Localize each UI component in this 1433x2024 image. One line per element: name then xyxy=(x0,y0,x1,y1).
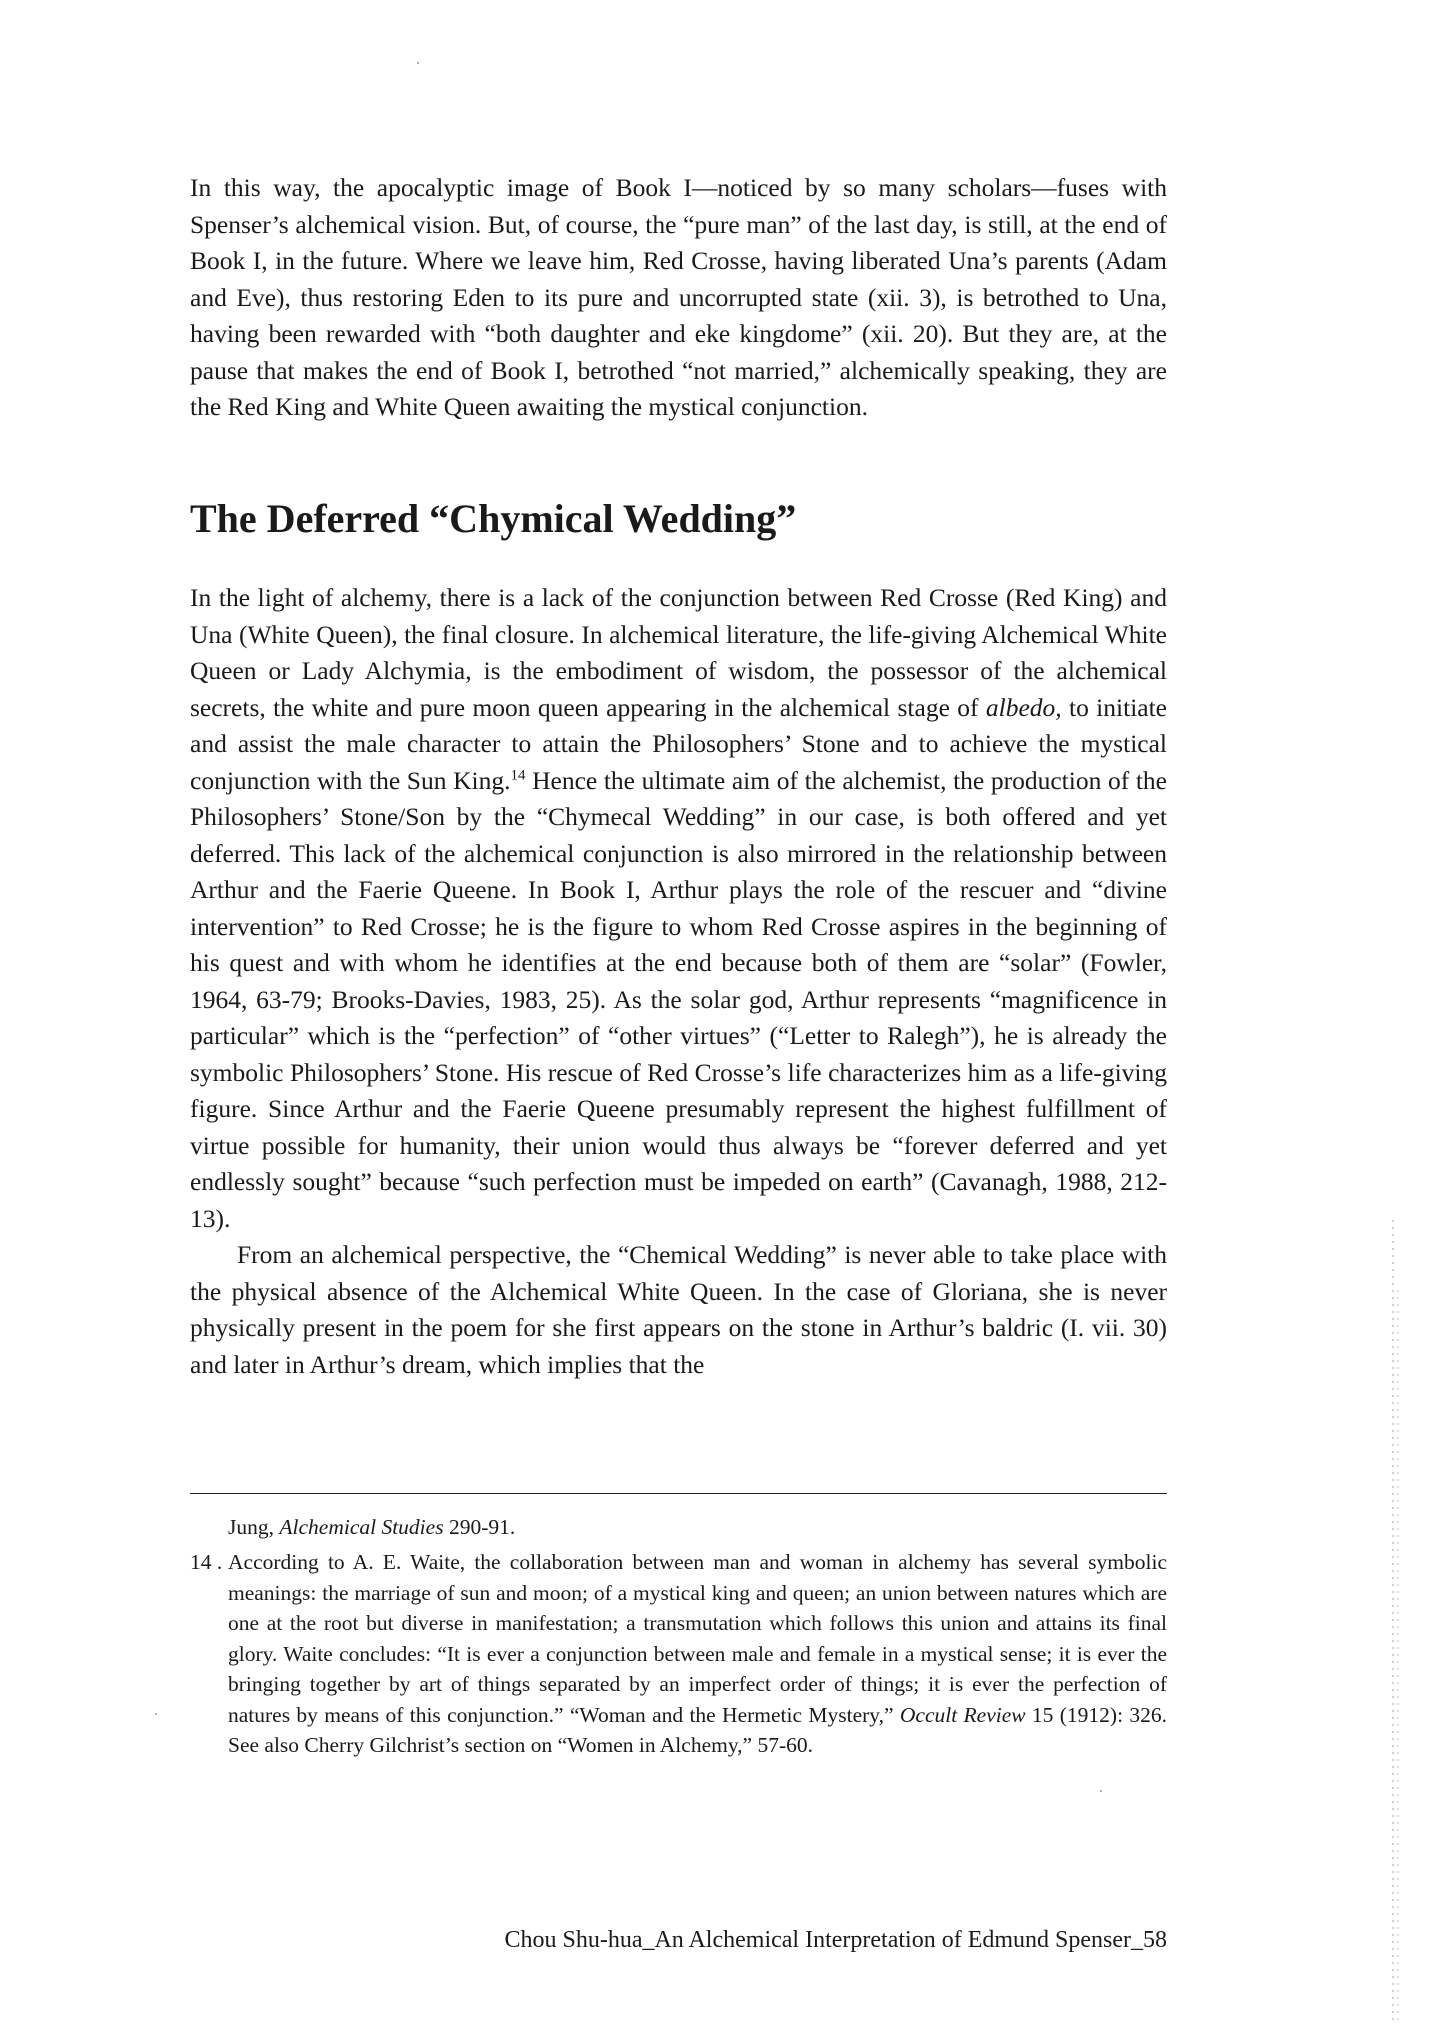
footnote-14 xyxy=(190,1547,1167,1761)
body-paragraph-3: From an alchemical perspective, the “Chemical Wedding” is never able to take place with the physical absence of the Alchemical White Queen. In the case of Gloriana, she is never physically present in the poem for she first appears on the stone in Arthur’s baldric (I. vii. 30) and later in Arthur’s dream, which implies that the xyxy=(190,1240,1167,1379)
italic-term-albedo: albedo, xyxy=(985,692,1062,722)
scan-speck xyxy=(155,1713,157,1715)
scan-edge-artifact xyxy=(1397,1290,1399,2020)
footnote-divider xyxy=(190,1493,1167,1494)
footnote-continued xyxy=(190,1512,1205,1543)
footnote-number: 14 . xyxy=(190,1550,223,1574)
footnote-author: Jung, xyxy=(228,1515,280,1539)
paragraph-2-text-b: to initiate and assist the male character to attain the Philosophers’ Stone and to achieve the mystical conjunction with the Sun King. xyxy=(190,692,1167,795)
body-paragraph-1: In this way, the apocalyptic image of Book I—noticed by so many scholars—fuses with Spenser’s alchemical vision. But, of course, the “pure man” of the last day, is still, at the end of Book I, in the future. Where we leave him, Red Crosse, having liberated Una’s parents (Adam and Eve), thus restoring Eden to its pure and uncorrupted state (xii. 3), is betrothed to Una, having been rewarded with “both daughter and eke kingdome” (xii. 20). But they are, at the pause that makes the end of Book I, betrothed “not married,” alchemically speaking, they are the Red King and White Queen awaiting the mystical conjunction. xyxy=(190,173,1167,421)
footnote-14-text-b: 15 (1912): 326. See also Cherry Gilchrist’s section on “Women in Alchemy,” 57-60. xyxy=(228,1702,1167,1757)
footnote-book-title: Alchemical Studies xyxy=(279,1515,444,1539)
running-footer: Chou Shu-hua_An Alchemical Interpretation of Edmund Spenser_58 xyxy=(504,1927,1167,1953)
footnote-pages: 290-91. xyxy=(443,1515,516,1539)
body-paragraph-2 xyxy=(190,580,1167,1237)
scan-speck xyxy=(417,62,419,64)
footnote-reference-14[interactable]: 14 xyxy=(510,767,526,783)
scan-speck xyxy=(1100,1790,1102,1792)
paragraph-2-text-c: Hence the ultimate aim of the alchemist, the production of the Philosophers’ Stone/Son by the “Chymecal Wedding” in our case, is both offered and yet deferred. This lack of the alchemical conjunction is also mirrored in the relationship between Arthur and the Faerie Queene. In Book I, Arthur plays the role of the rescuer and “divine intervention” to Red Crosse; he is the figure to whom Red Crosse aspires in the beginning of his quest and with whom he identifies at the end because both of them are “solar” (Fowler, 1964, 63-79; Brooks-Davies, 1983, 25). As the solar god, Arthur represents “magnificence in particular” which is the “perfection” of “other virtues” (“Letter to Ralegh”), he is already the symbolic Philosophers’ Stone. His rescue of Red Crosse’s life characterizes him as a life-giving figure. Since Arthur and the Faerie Queene presumably represent the highest fulfillment of virtue possible for humanity, their union would thus always be “forever deferred and yet endlessly sought” because “such perfection must be impeded on earth” (Cavanagh, 1988, 212-13). xyxy=(190,765,1167,1233)
footnote-14-text-a: According to A. E. Waite, the collaboration between man and woman in alchemy has several symbolic meanings: the marriage of sun and moon; of a mystical king and queen; an union between natures which are one at the root but diverse in manifestation; a transmutation which follows this union and attains its final glory. Waite concludes: “It is ever a conjunction between male and female in a mystical sense; it is ever the bringing together by art of things separated by an imperfect order of things; it is ever the perfection of natures by means of this conjunction.” “Woman and the Hermetic Mystery,” xyxy=(228,1550,1167,1727)
footnote-14-body xyxy=(190,1547,1167,1761)
footnote-14-journal: Occult Review xyxy=(899,1702,1026,1727)
scan-edge-artifact xyxy=(1392,1220,1394,2020)
paragraph-2-text-a: In the light of alchemy, there is a lack of the conjunction between Red Crosse (Red King) and Una (White Queen), the final closure. In alchemical literature, the life-giving Alchemical White Queen or Lady Alchymia, is the embodiment of wisdom, the possessor of the alchemical secrets, the white and pure moon queen appearing in the alchemical stage of xyxy=(190,583,1167,722)
body-section xyxy=(190,580,1167,1383)
section-heading: The Deferred “Chymical Wedding” xyxy=(190,496,797,541)
